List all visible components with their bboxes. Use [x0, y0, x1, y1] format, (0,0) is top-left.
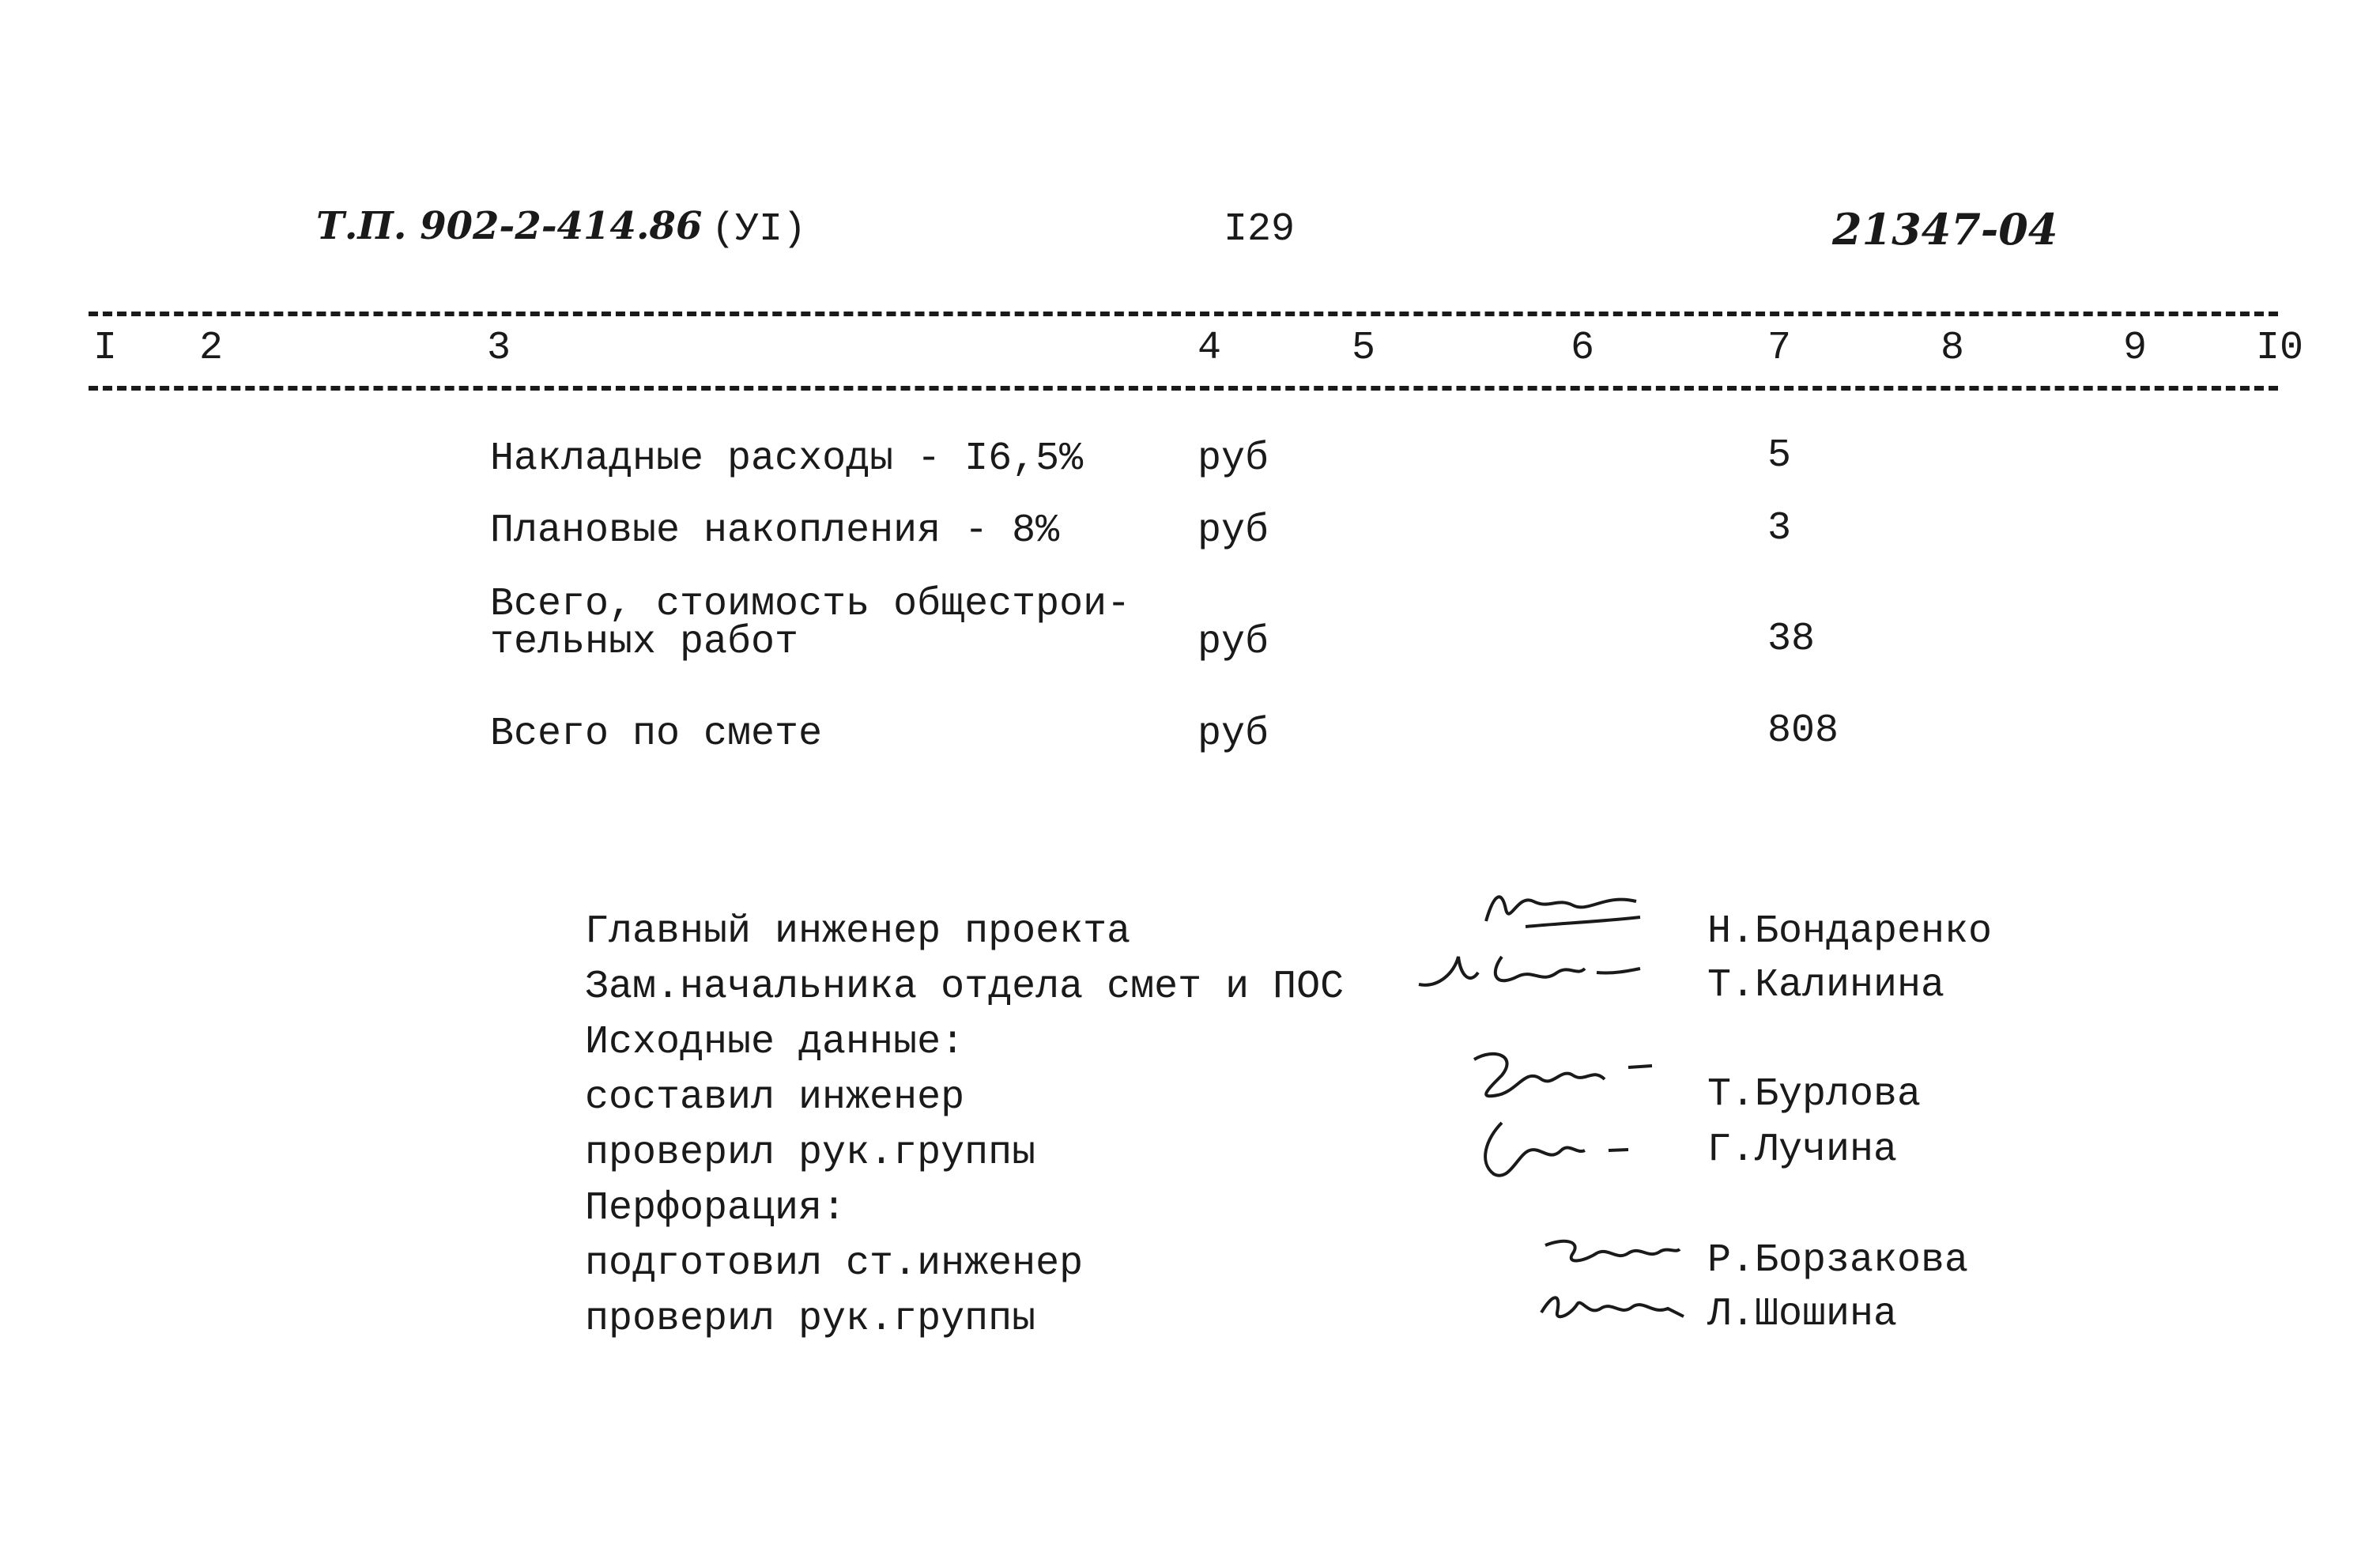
sign-name: Л.Шошина: [1707, 1292, 1898, 1337]
row-value: 808: [1767, 708, 1839, 754]
row-unit: руб: [1198, 508, 1269, 553]
row-name: Всего по смете: [490, 712, 823, 757]
sign-role: Исходные данные:: [585, 1020, 965, 1065]
page-number: I29: [1224, 207, 1296, 252]
sign-role: Зам.начальника отдела смет и ПОС: [585, 965, 1345, 1010]
volume-label: (УI): [711, 207, 807, 252]
row-unit: руб: [1198, 436, 1269, 482]
col-num-3: 3: [487, 326, 511, 371]
sign-name: Т.Калинина: [1707, 963, 1945, 1008]
col-num-6: 6: [1571, 326, 1595, 371]
signature-image: [1470, 1115, 1652, 1186]
signature-image: [1462, 1044, 1668, 1115]
sign-name: Р.Борзакова: [1707, 1238, 1969, 1283]
row-name-line1: Всего, стоимость общестрои-: [490, 582, 1131, 627]
row-name-line2: тельных работ: [490, 620, 799, 665]
sign-role: проверил рук.группы: [585, 1297, 1036, 1342]
signature-image: [1541, 1229, 1684, 1277]
sign-name: Т.Бурлова: [1707, 1072, 1922, 1117]
sign-name: Г.Лучина: [1707, 1127, 1898, 1173]
row-name: Плановые накопления - 8%: [490, 508, 1060, 553]
col-num-4: 4: [1198, 326, 1222, 371]
sign-role: составил инженер: [585, 1075, 965, 1120]
sign-role: подготовил ст.инженер: [585, 1241, 1084, 1286]
signature-image: [1478, 878, 1652, 941]
sign-role: проверил рук.группы: [585, 1131, 1036, 1176]
row-name: Накладные расходы - I6,5%: [490, 436, 1084, 482]
sign-name: Н.Бондаренко: [1707, 909, 1993, 954]
col-num-5: 5: [1352, 326, 1376, 371]
row-value: 38: [1767, 617, 1816, 662]
sign-role: Главный инженер проекта: [585, 909, 1131, 954]
row-value: 3: [1767, 506, 1792, 551]
row-value: 5: [1767, 433, 1792, 478]
signature-image: [1533, 1277, 1692, 1332]
signature-image: [1415, 941, 1644, 1004]
sign-role: Перфорация:: [585, 1186, 847, 1231]
col-num-8: 8: [1941, 326, 1965, 371]
bottom-dashed-rule: [89, 386, 2278, 391]
row-unit: руб: [1198, 712, 1269, 757]
col-num-10: I0: [2256, 326, 2304, 371]
col-num-9: 9: [2123, 326, 2148, 371]
col-num-7: 7: [1767, 326, 1792, 371]
col-num-2: 2: [199, 326, 224, 371]
stamp-number: 21347-04: [1832, 204, 2058, 255]
top-dashed-rule: [89, 312, 2278, 316]
doc-code: Т.П. 902-2-414.86: [316, 204, 703, 248]
row-unit: руб: [1198, 620, 1269, 665]
col-num-1: I: [93, 326, 118, 371]
